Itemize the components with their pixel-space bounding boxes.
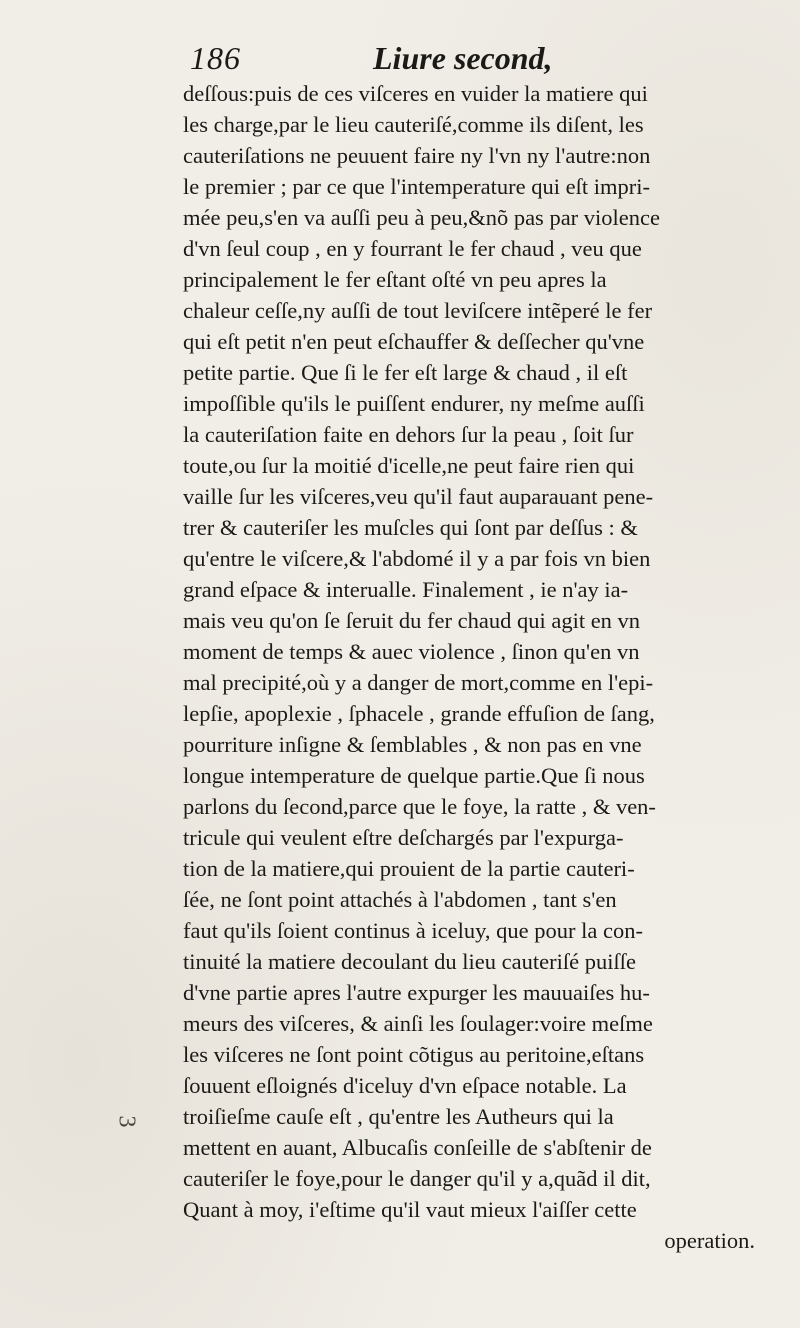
text-line: longue intemperature de quelque partie.Que ſi nous	[183, 763, 645, 788]
text-line: principalement le fer eſtant oſté vn peu apres la	[183, 267, 607, 292]
text-line: deſſous:puis de ces viſceres en vuider la matiere qui	[183, 81, 648, 106]
text-line: ſouuent eſloignés d'iceluy d'vn eſpace notable. La	[183, 1073, 627, 1098]
text-line: cauteriſer le foye,pour le danger qu'il y a,quãd il dit,	[183, 1166, 651, 1191]
text-line: mal precipité,où y a danger de mort,comme en l'epi-	[183, 670, 654, 695]
text-line: Quant à moy, i'eſtime qu'il vaut mieux l'aiſſer cette	[183, 1197, 637, 1222]
text-line: les charge,par le lieu cauteriſé,comme ils diſent, les	[183, 112, 644, 137]
page-number: 186	[190, 40, 241, 76]
text-line: la cauteriſation faite en dehors ſur la peau , ſoit ſur	[183, 422, 634, 447]
text-line: tricule qui veulent eſtre deſchargés par l'expurga-	[183, 825, 624, 850]
text-line: pourriture inſigne & ſemblables , & non pas en vne	[183, 732, 642, 757]
text-line: qu'entre le viſcere,& l'abdomé il y a par fois vn bien	[183, 546, 651, 571]
text-line: les viſceres ne ſont point cõtigus au peritoine,eſtans	[183, 1042, 645, 1067]
text-line: chaleur ceſſe,ny auſſi de tout leviſcere intẽperé le fer	[183, 298, 653, 323]
text-line: qui eſt petit n'en peut eſchauffer & deſſecher qu'vne	[183, 329, 645, 354]
text-line: moment de temps & auec violence , ſinon qu'en vn	[183, 639, 640, 664]
text-line: toute,ou ſur la moitié d'icelle,ne peut faire rien qui	[183, 453, 635, 478]
text-line: mée peu,s'en va auſſi peu à peu,&nõ pas par violence	[183, 205, 661, 230]
text-line: meurs des viſceres, & ainſi les ſoulager:voire meſme	[183, 1011, 653, 1036]
text-line: tinuité la matiere decoulant du lieu cauteriſé puiſſe	[183, 949, 636, 974]
text-line: trer & cauteriſer les muſcles qui ſont par deſſus : &	[183, 515, 638, 540]
text-line: cauteriſations ne peuuent faire ny l'vn ny l'autre:non	[183, 143, 651, 168]
text-line: vaille ſur les viſceres,veu qu'il faut auparauant pene-	[183, 484, 654, 509]
running-head: Liure second,	[373, 40, 553, 76]
text-line: d'vne partie apres l'autre expurger les mauuaiſes hu-	[183, 980, 650, 1005]
body-text	[183, 78, 783, 1256]
text-line: grand eſpace & interualle. Finalement , ie n'ay ia-	[183, 577, 629, 602]
margin-mark: 3	[113, 1115, 140, 1128]
text-line: mettent en auant, Albucaſis conſeille de s'abſtenir de	[183, 1135, 652, 1160]
text-line: parlons du ſecond,parce que le foye, la ratte , & ven-	[183, 794, 656, 819]
text-line: le premier ; par ce que l'intemperature qui eſt impri-	[183, 174, 650, 199]
text-line: mais veu qu'on ſe ſeruit du fer chaud qui agit en vn	[183, 608, 641, 633]
text-line: d'vn ſeul coup , en y fourrant le fer chaud , veu que	[183, 236, 642, 261]
text-line: impoſſible qu'ils le puiſſent endurer, ny meſme auſſi	[183, 391, 645, 416]
text-line: lepſie, apoplexie , ſphacele , grande effuſion de ſang,	[183, 701, 655, 726]
text-line: faut qu'ils ſoient continus à iceluy, que pour la con-	[183, 918, 643, 943]
text-line: tion de la matiere,qui prouient de la partie cauteri-	[183, 856, 635, 881]
text-line: troiſieſme cauſe eſt , qu'entre les Autheurs qui la	[183, 1104, 614, 1129]
text-line: ſée, ne ſont point attachés à l'abdomen , tant s'en	[183, 887, 617, 912]
text-line: petite partie. Que ſi le fer eſt large & chaud , il eſt	[183, 360, 628, 385]
final-line: operation.	[664, 1228, 755, 1253]
